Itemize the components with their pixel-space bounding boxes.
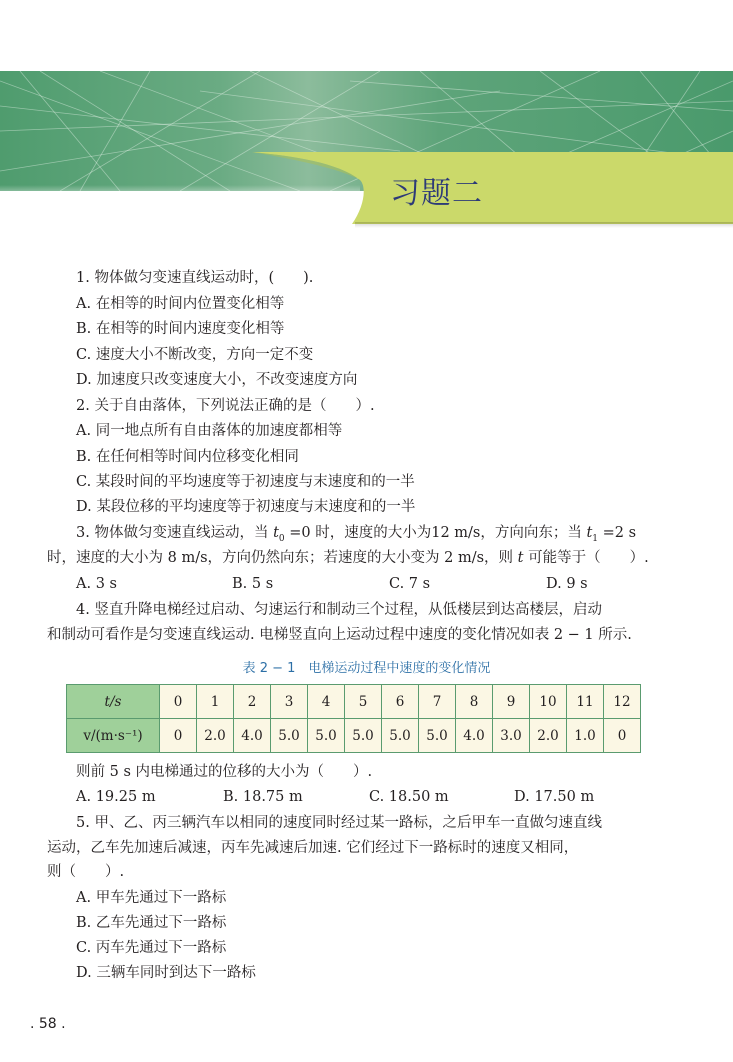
question-stem: 甲、乙、丙三辆汽车以相同的速度同时经过某一路标，之后甲车一直做匀速直线 [94, 815, 602, 831]
option-label: D. [76, 499, 92, 515]
question-4-option-c [369, 787, 449, 807]
option-text: 在任何相等时间内位移变化相同 [95, 449, 299, 465]
question-4-followup [76, 762, 372, 782]
question-1-option-a [76, 294, 284, 314]
table-row-velocity [67, 719, 641, 753]
option-label: A. [76, 423, 92, 439]
option-text: 3 s [95, 576, 117, 592]
option-label: B. [223, 789, 239, 805]
option-label: A. [76, 296, 92, 312]
option-text: 18.75 m [242, 789, 303, 805]
table-cell: 4 [308, 685, 345, 719]
question-3 [76, 523, 636, 549]
question-number: 3. [76, 525, 90, 541]
table-cell: 2 [234, 685, 271, 719]
question-stem: 物体做匀变速直线运动，当 [94, 525, 274, 541]
question-5-continued [47, 838, 578, 858]
row-header-velocity: v/(m·s⁻¹) [67, 719, 160, 753]
chapter-title: 习题二 [390, 176, 483, 211]
variable-t: t [517, 550, 524, 566]
table-cell: 0 [160, 685, 197, 719]
option-text: 7 s [408, 576, 431, 592]
option-label: C. [369, 789, 385, 805]
question-3-option-c [389, 574, 430, 594]
table-cell: 7 [419, 685, 456, 719]
page-number: . 58 . [30, 1016, 66, 1032]
question-4 [76, 600, 602, 620]
question-3-option-b [232, 574, 273, 594]
table-cell: 5 [345, 685, 382, 719]
question-stem: 时，速度的大小为 8 m/s，方向仍然向东；若速度的大小变为 2 m/s，则 [47, 550, 518, 566]
question-2-option-a [76, 421, 342, 441]
table-cell: 1.0 [567, 719, 604, 753]
table-cell: 5.0 [308, 719, 345, 753]
title-ribbon [252, 152, 733, 224]
option-label: B. [76, 915, 92, 931]
question-3-option-a [76, 574, 117, 594]
option-label: D. [76, 372, 92, 388]
table-cell: 8 [456, 685, 493, 719]
table-cell: 4.0 [456, 719, 493, 753]
table-cell: 12 [604, 685, 641, 719]
option-label: D. [546, 576, 562, 592]
question-stem: 可能等于（ ）. [523, 550, 649, 566]
question-2-option-d [76, 497, 415, 517]
table-cell: 5.0 [345, 719, 382, 753]
variable-t: t [586, 525, 593, 541]
option-label: C. [76, 347, 92, 363]
question-1 [76, 268, 313, 288]
table-row-time [67, 685, 641, 719]
subscript: 1 [592, 533, 599, 544]
question-3-continued [47, 548, 649, 568]
question-number: 4. [76, 602, 90, 618]
option-text: 9 s [566, 576, 588, 592]
question-2 [76, 396, 375, 416]
table-cell: 0 [160, 719, 197, 753]
question-stem: 关于自由落体，下列说法正确的是（ ）. [94, 398, 375, 414]
option-label: C. [76, 474, 92, 490]
table-cell: 5.0 [271, 719, 308, 753]
option-label: D. [76, 965, 92, 981]
variable-t: t [273, 525, 279, 541]
question-number: 2. [76, 398, 90, 414]
option-label: C. [389, 576, 405, 592]
velocity-table [66, 684, 641, 753]
table-cell: 10 [530, 685, 567, 719]
table-cell: 6 [382, 685, 419, 719]
question-5-option-d [76, 963, 256, 983]
question-4-option-a [76, 787, 156, 807]
option-text: 丙车先通过下一路标 [95, 940, 227, 956]
table-cell: 5.0 [382, 719, 419, 753]
question-5-option-b [76, 913, 226, 933]
option-label: D. [514, 789, 530, 805]
table-cell: 0 [604, 719, 641, 753]
table-cell: 1 [197, 685, 234, 719]
table-cell: 5.0 [419, 719, 456, 753]
table-cell: 2.0 [197, 719, 234, 753]
table-cell: 3.0 [493, 719, 530, 753]
question-number: 5. [76, 815, 90, 831]
question-5-continued-2 [47, 862, 124, 882]
option-text: 18.50 m [388, 789, 449, 805]
option-label: B. [232, 576, 248, 592]
question-1-option-c [76, 345, 313, 365]
question-stem: 则前 5 s 内电梯通过的位移的大小为（ ）. [76, 764, 373, 780]
question-stem: 则（ ）. [47, 864, 125, 880]
table-cell: 3 [271, 685, 308, 719]
question-1-option-b [76, 319, 284, 339]
option-label: A. [76, 789, 92, 805]
ribbon-shadow [355, 222, 733, 228]
option-text: 速度大小不断改变，方向一定不变 [95, 347, 314, 363]
option-label: A. [76, 890, 92, 906]
option-text: 同一地点所有自由落体的加速度都相等 [95, 423, 343, 439]
option-text: 甲车先通过下一路标 [95, 890, 227, 906]
table-cell: 4.0 [234, 719, 271, 753]
table-caption: 表 2 − 1 电梯运动过程中速度的变化情况 [242, 661, 491, 676]
question-stem: =0 时，速度的大小为12 m/s，方向向东；当 [284, 525, 587, 541]
option-text: 在相等的时间内速度变化相等 [95, 321, 285, 337]
table-cell: 9 [493, 685, 530, 719]
question-3-option-d [546, 574, 588, 594]
option-label: A. [76, 576, 92, 592]
option-text: 三辆车同时到达下一路标 [96, 965, 256, 981]
table-cell: 11 [567, 685, 604, 719]
option-text: 19.25 m [95, 789, 156, 805]
option-label: C. [76, 940, 92, 956]
question-2-option-c [76, 472, 415, 492]
table-cell: 2.0 [530, 719, 567, 753]
option-text: 5 s [251, 576, 274, 592]
option-label: B. [76, 321, 92, 337]
question-stem: 运动，乙车先加速后减速，丙车先减速后加速. 它们经过下一路标时的速度又相同， [47, 840, 579, 856]
option-text: 17.50 m [534, 789, 595, 805]
question-1-option-d [76, 370, 357, 390]
option-text: 某段时间的平均速度等于初速度与末速度和的一半 [95, 474, 415, 490]
question-stem: 和制动可看作是匀变速直线运动. 电梯竖直向上运动过程中速度的变化情况如表 2 − 1 所示. [47, 627, 632, 643]
question-5-option-a [76, 888, 226, 908]
question-5 [76, 813, 602, 833]
question-number: 1. [76, 270, 90, 286]
option-text: 乙车先通过下一路标 [95, 915, 227, 931]
option-text: 在相等的时间内位置变化相等 [95, 296, 285, 312]
question-4-option-b [223, 787, 303, 807]
option-text: 加速度只改变速度大小，不改变速度方向 [96, 372, 358, 388]
question-stem: 竖直升降电梯经过启动、匀速运行和制动三个过程，从低楼层到达高楼层，启动 [94, 602, 602, 618]
question-2-option-b [76, 447, 299, 467]
question-4-continued [47, 625, 632, 645]
question-stem: =2 s [598, 525, 637, 541]
question-stem: 物体做匀变速直线运动时，( ). [94, 270, 314, 286]
option-text: 某段位移的平均速度等于初速度与末速度和的一半 [96, 499, 416, 515]
question-5-option-c [76, 938, 226, 958]
subscript: 0 [278, 533, 285, 544]
row-header-time: t/s [67, 685, 160, 719]
question-4-option-d [514, 787, 594, 807]
option-label: B. [76, 449, 92, 465]
